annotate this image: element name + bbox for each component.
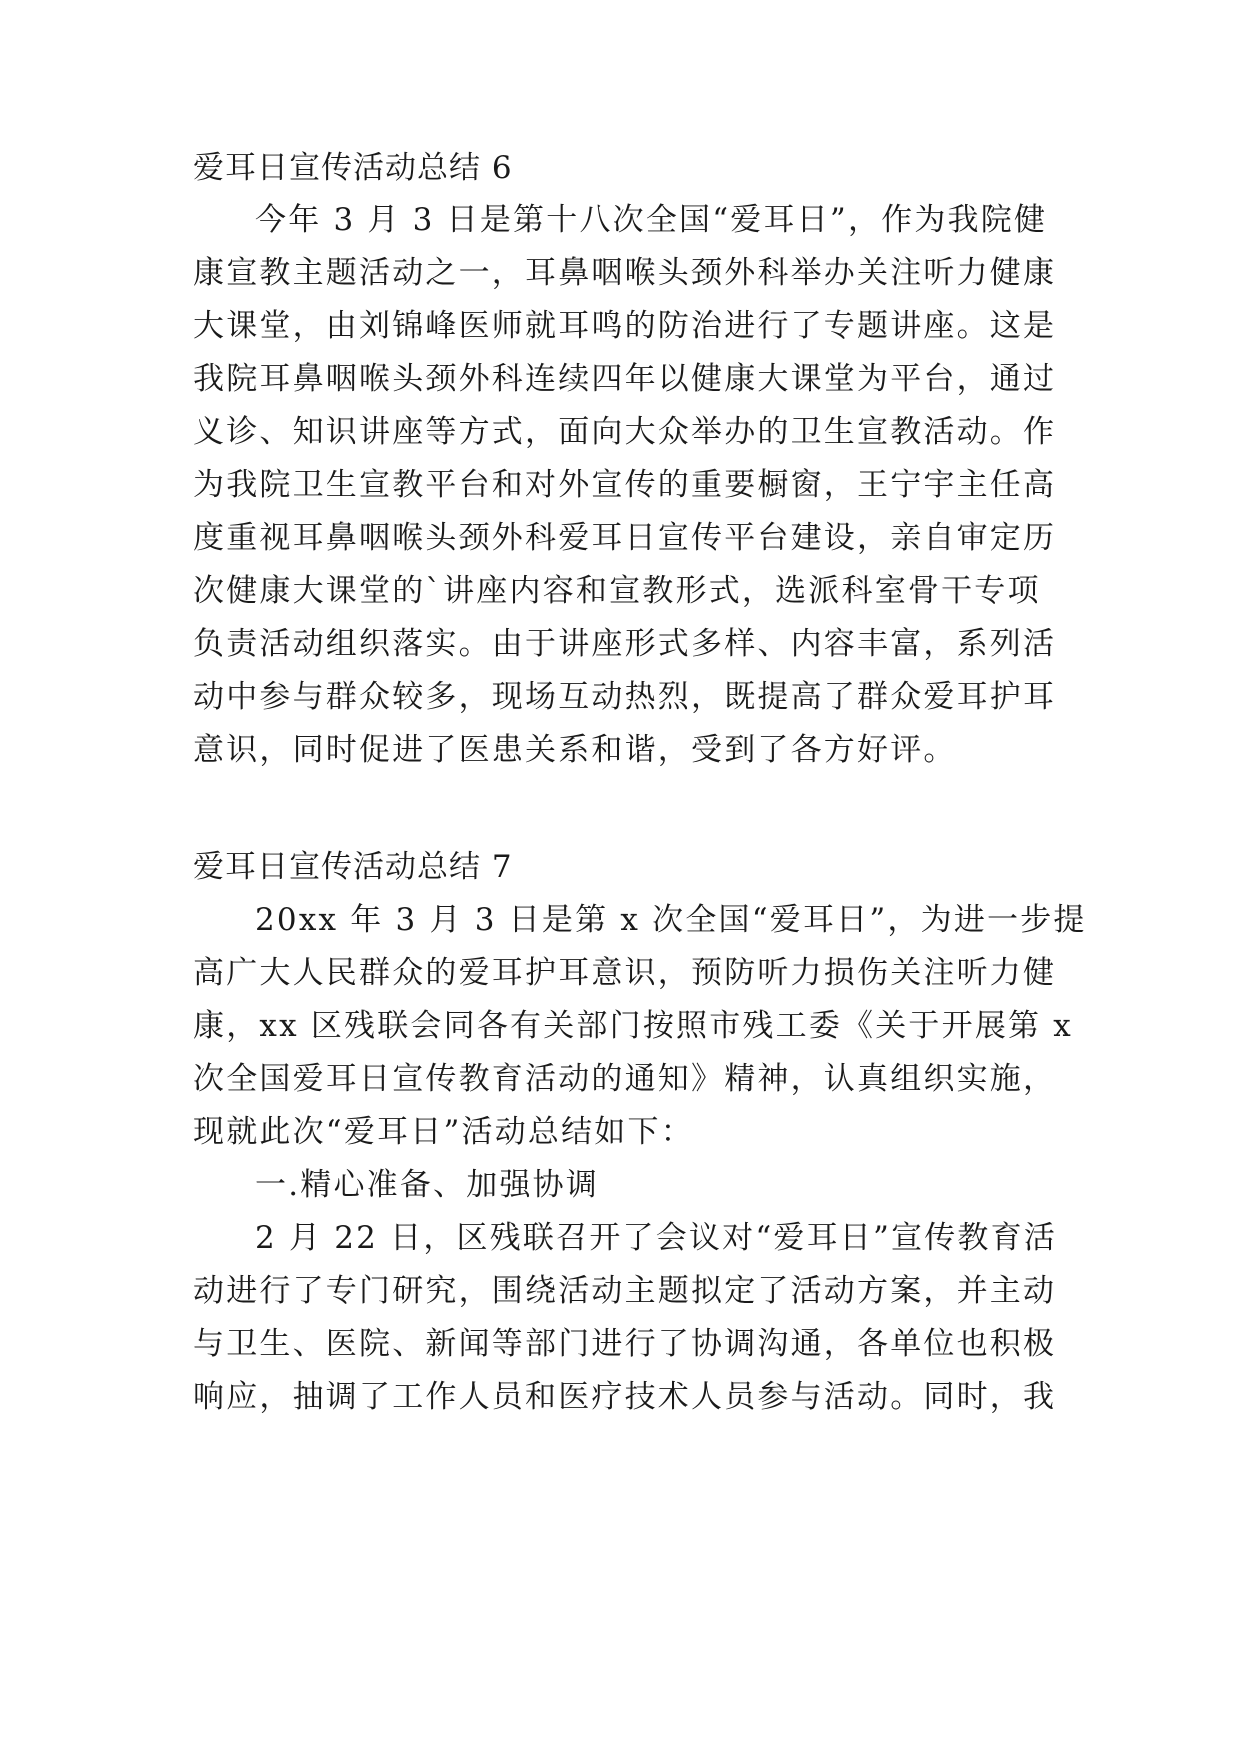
section-7-intro-line: 次全国爱耳日宣传教育活动的通知》精神，认真组织实施，: [193, 1061, 1057, 1097]
section-6-line: 康宣教主题活动之一，耳鼻咽喉头颈外科举办关注听力健康: [193, 255, 1057, 291]
section-6-line: 今年 3 月 3 日是第十八次全国“爱耳日”，作为我院健: [255, 202, 1048, 238]
section-6-line: 大课堂，由刘锦峰医师就耳鸣的防治进行了专题讲座。这是: [193, 308, 1057, 344]
section-7-body-line: 2 月 22 日，区残联召开了会议对“爱耳日”宣传教育活: [255, 1220, 1058, 1256]
section-6-line: 度重视耳鼻咽喉头颈外科爱耳日宣传平台建设，亲自审定历: [193, 520, 1057, 556]
section-7-body-line: 动进行了专门研究，围绕活动主题拟定了活动方案，并主动: [193, 1273, 1057, 1309]
section-7-intro-line: 现就此次“爱耳日”活动总结如下：: [193, 1114, 694, 1150]
section-6-heading: 爱耳日宣传活动总结 6: [193, 150, 513, 186]
section-7-subheading: 一.精心准备、加强协调: [255, 1167, 600, 1203]
section-6-line: 动中参与群众较多，现场互动热烈，既提高了群众爱耳护耳: [193, 679, 1057, 715]
section-6-line: 我院耳鼻咽喉头颈外科连续四年以健康大课堂为平台，通过: [193, 361, 1057, 397]
section-7-body-line: 响应，抽调了工作人员和医疗技术人员参与活动。同时，我: [193, 1379, 1057, 1415]
section-6-line: 负责活动组织落实。由于讲座形式多样、内容丰富，系列活: [193, 626, 1057, 662]
section-6-line: 次健康大课堂的`讲座内容和宣教形式，选派科室骨干专项: [193, 573, 1041, 609]
section-6-line: 为我院卫生宣教平台和对外宣传的重要橱窗，王宁宇主任高: [193, 467, 1057, 503]
section-6-line: 意识，同时促进了医患关系和谐，受到了各方好评。: [193, 732, 957, 768]
section-7-intro-line: 20xx 年 3 月 3 日是第 x 次全国“爱耳日”，为进一步提: [255, 902, 1087, 938]
section-7-heading: 爱耳日宣传活动总结 7: [193, 849, 513, 885]
section-6-line: 义诊、知识讲座等方式，面向大众举办的卫生宣教活动。作: [193, 414, 1057, 450]
section-7-intro-line: 高广大人民群众的爱耳护耳意识，预防听力损伤关注听力健: [193, 955, 1057, 991]
section-7-intro-line: 康，xx 区残联会同各有关部门按照市残工委《关于开展第 x: [193, 1008, 1073, 1044]
section-7-body-line: 与卫生、医院、新闻等部门进行了协调沟通，各单位也积极: [193, 1326, 1057, 1362]
